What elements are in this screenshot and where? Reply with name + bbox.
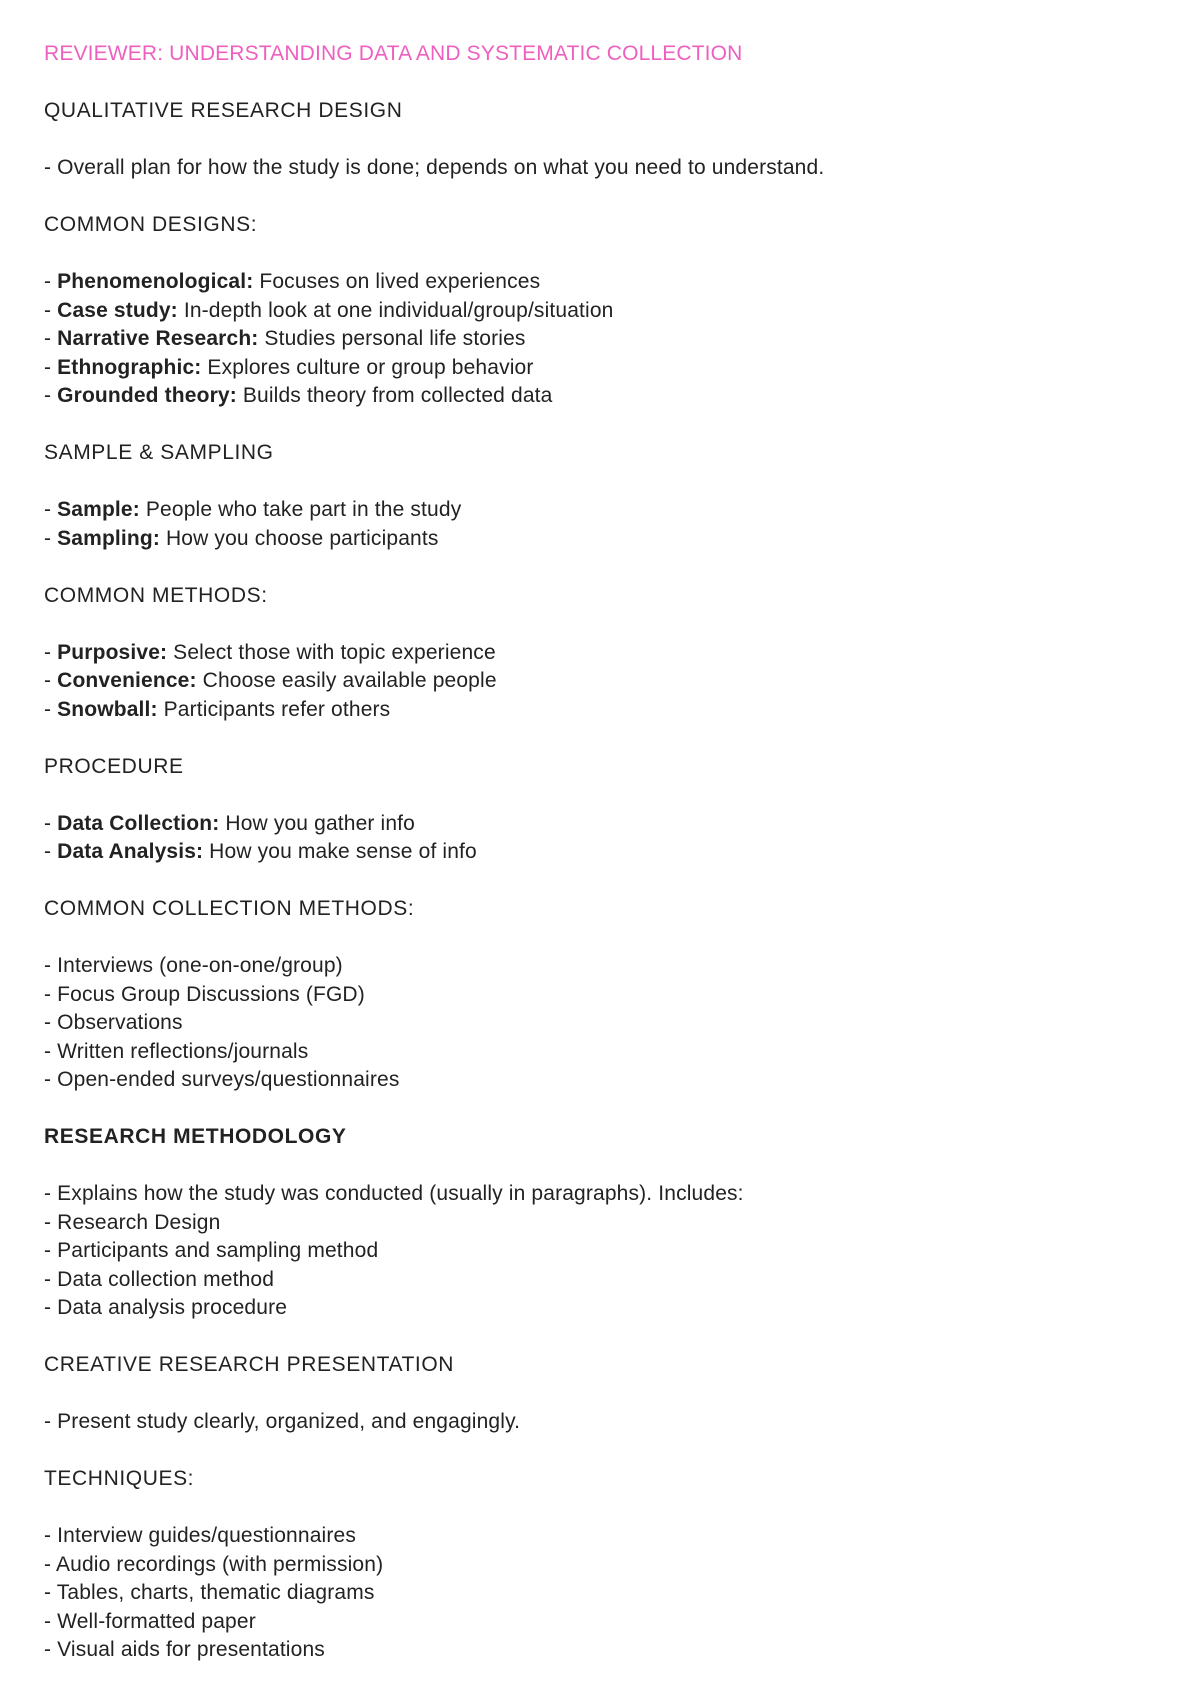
item-text: Data collection method — [57, 1267, 275, 1291]
term-label: Purposive: — [57, 640, 168, 664]
bullet-dash: - — [44, 270, 58, 293]
item-text: Studies personal life stories — [258, 327, 526, 350]
list-item — [44, 496, 1154, 525]
section-heading: PROCEDURE — [44, 754, 184, 778]
bullet-dash: - — [44, 156, 58, 179]
list-item — [44, 1522, 1154, 1551]
spacer — [44, 1437, 1154, 1466]
bullet-dash: - — [44, 384, 58, 407]
spacer — [44, 1380, 1154, 1409]
spacer — [44, 1323, 1154, 1352]
spacer — [44, 553, 1154, 582]
item-text: Participants and sampling method — [57, 1239, 379, 1262]
spacer — [44, 183, 1154, 212]
list-item — [44, 268, 1154, 297]
list-item — [44, 1551, 1154, 1580]
spacer — [44, 867, 1154, 896]
item-text: Select those with topic experience — [167, 640, 496, 664]
term-label: Snowball: — [57, 697, 158, 721]
spacer — [44, 1494, 1154, 1523]
document-title: REVIEWER: UNDERSTANDING DATA AND SYSTEMATIC COLLECTION — [44, 42, 743, 65]
document-sections — [44, 97, 1154, 1665]
bullet-dash: - — [44, 954, 58, 977]
document-page — [44, 40, 1154, 1665]
term-label: Narrative Research: — [57, 327, 259, 350]
item-text: Explains how the study was conducted (usually in paragraphs). Includes: — [57, 1182, 744, 1205]
list-item — [44, 1266, 1154, 1295]
bullet-dash: - — [44, 1068, 58, 1091]
item-text: Present study clearly, organized, and engagingly. — [57, 1410, 521, 1433]
bullet-dash: - — [44, 1267, 58, 1291]
term-label: Data Analysis: — [57, 840, 204, 863]
bullet-dash: - — [44, 1182, 58, 1205]
bullet-dash: - — [44, 1410, 58, 1433]
bullet-dash: - — [44, 1296, 58, 1319]
item-text: In-depth look at one individual/group/situation — [177, 298, 614, 322]
list-item — [44, 1608, 1154, 1637]
item-text: Focus Group Discussions (FGD) — [57, 982, 365, 1006]
bullet-dash: - — [44, 840, 58, 863]
bullet-dash: - — [44, 355, 58, 379]
section-heading: SAMPLE & SAMPLING — [44, 441, 274, 464]
item-text: Audio recordings (with permission) — [55, 1552, 384, 1576]
list-item — [44, 639, 1154, 668]
item-text: How you choose participants — [160, 526, 439, 550]
spacer — [44, 411, 1154, 440]
item-text: Tables, charts, thematic diagrams — [56, 1581, 375, 1604]
item-text: Interview guides/questionnaires — [57, 1524, 356, 1547]
list-item — [44, 1408, 1154, 1437]
item-text: Focuses on lived experiences — [253, 270, 541, 293]
item-text: Well-formatted paper — [57, 1609, 256, 1633]
term-label: Case study: — [57, 298, 178, 322]
spacer — [44, 69, 1154, 98]
item-text: How you gather info — [219, 811, 415, 835]
section-heading: COMMON METHODS: — [44, 583, 268, 607]
bullet-dash: - — [44, 1609, 58, 1633]
list-item — [44, 1294, 1154, 1323]
bullet-dash: - — [44, 1210, 58, 1234]
spacer — [44, 468, 1154, 497]
item-text: Overall plan for how the study is done; depends on what you need to understand. — [57, 156, 825, 179]
bullet-dash: - — [44, 1524, 58, 1547]
spacer — [44, 1152, 1154, 1181]
bullet-dash: - — [44, 1011, 58, 1034]
term-label: Data Collection: — [57, 811, 220, 835]
bullet-dash: - — [44, 640, 58, 664]
bullet-dash: - — [44, 1638, 58, 1661]
bullet-dash: - — [44, 1581, 57, 1604]
spacer — [44, 126, 1154, 155]
item-text: Data analysis procedure — [57, 1296, 288, 1319]
section-heading: CREATIVE RESEARCH PRESENTATION — [44, 1353, 455, 1376]
section-heading: COMMON DESIGNS: — [44, 213, 258, 236]
item-text: Research Design — [57, 1210, 221, 1234]
section-heading: QUALITATIVE RESEARCH DESIGN — [44, 99, 403, 122]
spacer — [44, 1095, 1154, 1124]
spacer — [44, 240, 1154, 269]
bullet-dash: - — [44, 1239, 58, 1262]
list-item — [44, 981, 1154, 1010]
list-item — [44, 810, 1154, 839]
item-text: Written reflections/journals — [57, 1039, 309, 1063]
bullet-dash: - — [44, 982, 58, 1006]
term-label: Ethnographic: — [57, 355, 202, 379]
list-item — [44, 1180, 1154, 1209]
term-label: Sample: — [57, 498, 140, 521]
spacer — [44, 924, 1154, 953]
spacer — [44, 781, 1154, 810]
list-item — [44, 525, 1154, 554]
list-item — [44, 1636, 1154, 1665]
list-item — [44, 382, 1154, 411]
bullet-dash: - — [44, 327, 58, 350]
list-item — [44, 325, 1154, 354]
item-text: Builds theory from collected data — [236, 384, 553, 407]
list-item — [44, 952, 1154, 981]
section-heading: RESEARCH METHODOLOGY — [44, 1125, 347, 1148]
list-item — [44, 1038, 1154, 1067]
list-item — [44, 1209, 1154, 1238]
spacer — [44, 610, 1154, 639]
list-item — [44, 354, 1154, 383]
spacer — [44, 724, 1154, 753]
list-item — [44, 667, 1154, 696]
bullet-dash: - — [44, 298, 58, 322]
item-text: Open-ended surveys/questionnaires — [57, 1068, 400, 1091]
bullet-dash: - — [44, 1039, 58, 1063]
bullet-dash: - — [44, 669, 58, 692]
bullet-dash: - — [44, 498, 58, 521]
list-item — [44, 1579, 1154, 1608]
list-item — [44, 154, 1154, 183]
term-label: Convenience: — [57, 669, 197, 692]
item-text: Observations — [57, 1011, 183, 1034]
item-text: People who take part in the study — [139, 498, 462, 521]
list-item — [44, 1009, 1154, 1038]
item-text: Visual aids for presentations — [57, 1638, 325, 1661]
term-label: Phenomenological: — [57, 270, 254, 293]
list-item — [44, 1066, 1154, 1095]
item-text: How you make sense of info — [203, 840, 477, 863]
list-item — [44, 838, 1154, 867]
item-text: Participants refer others — [157, 697, 391, 721]
item-text: Interviews (one-on-one/group) — [57, 954, 343, 977]
item-text: Explores culture or group behavior — [201, 355, 534, 379]
bullet-dash: - — [44, 697, 58, 721]
item-text: Choose easily available people — [196, 669, 497, 692]
list-item — [44, 297, 1154, 326]
section-heading: TECHNIQUES: — [44, 1467, 195, 1490]
bullet-dash: - — [44, 1552, 56, 1576]
term-label: Sampling: — [57, 526, 160, 550]
section-heading: COMMON COLLECTION METHODS: — [44, 897, 415, 920]
list-item — [44, 696, 1154, 725]
list-item — [44, 1237, 1154, 1266]
term-label: Grounded theory: — [57, 384, 237, 407]
bullet-dash: - — [44, 811, 58, 835]
bullet-dash: - — [44, 526, 58, 550]
